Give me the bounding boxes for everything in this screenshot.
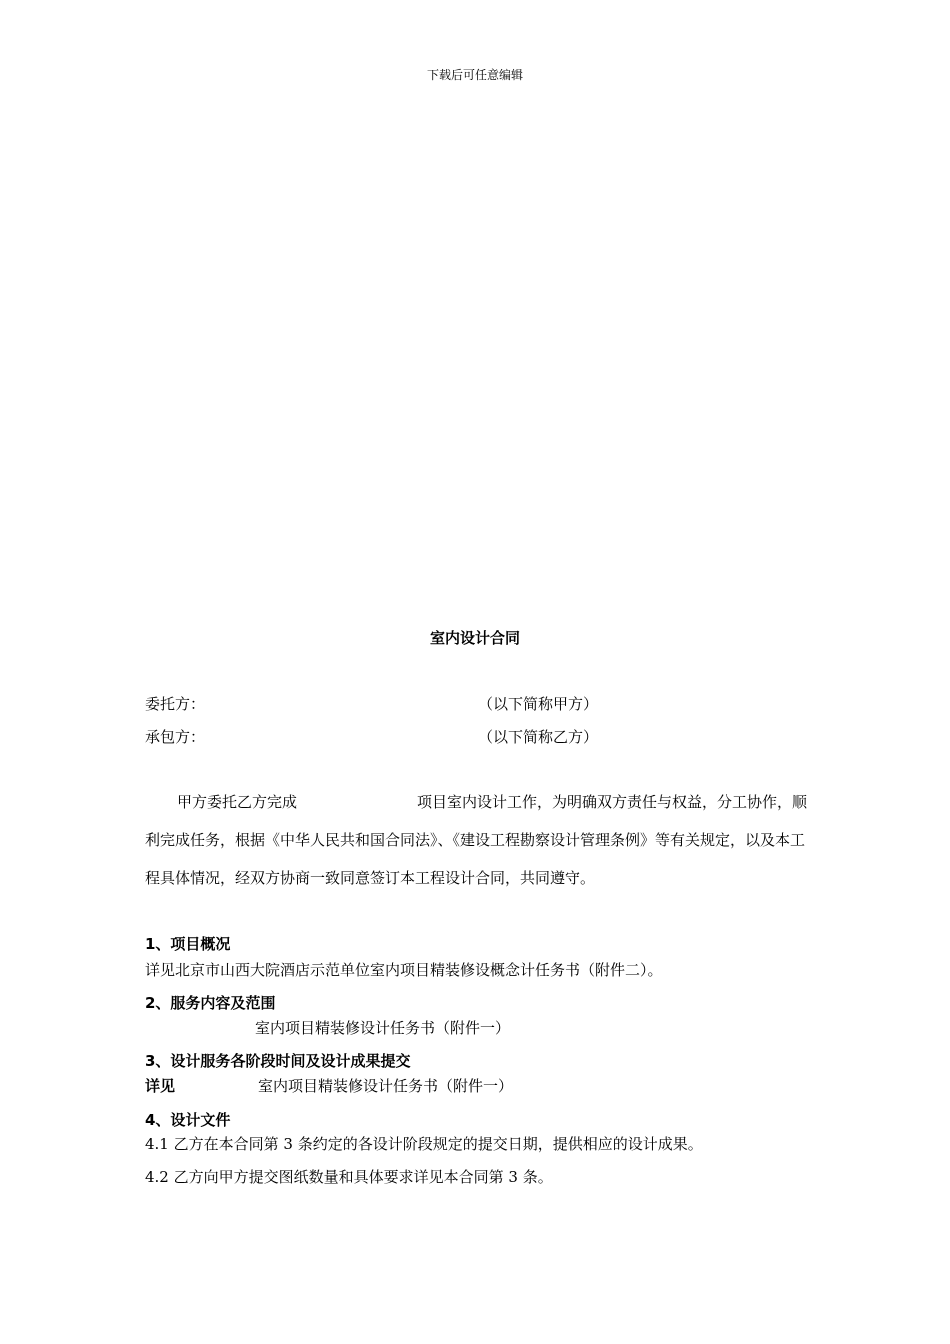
section-1-text: 详见北京市山西大院酒店示范单位室内项目精装修设概念计任务书（附件二）。: [145, 961, 663, 979]
intro-part1: 甲方委托乙方完成: [177, 793, 298, 811]
section-4-heading: 4、设计文件: [145, 1111, 231, 1129]
contractor-note: （以下简称乙方）: [478, 728, 599, 746]
section-1-heading: 1、项目概况: [145, 935, 231, 953]
section-4-2-text: 4.2 乙方向甲方提交图纸数量和具体要求详见本合同第 3 条。: [145, 1168, 553, 1186]
client-note: （以下简称甲方）: [478, 695, 599, 713]
section-3-heading: 3、设计服务各阶段时间及设计成果提交: [145, 1052, 411, 1070]
section-3-label: 详见: [145, 1077, 176, 1095]
contractor-label: 承包方：: [145, 728, 206, 746]
document-title: 室内设计合同: [429, 629, 520, 647]
intro-part2: 项目室内设计工作，为明确双方责任与权益，分工协作，顺利完成任务，根据《中华人民共和国合同法》、《建设工程勘察设计管理条例》等有关规定，以及本工程具体情况，经双方协商一致同意签订本工程设计合同，共同遵守。: [145, 793, 808, 887]
intro-paragraph: [145, 783, 815, 897]
section-2-text: 室内项目精装修设计任务书（附件一）: [255, 1019, 511, 1037]
header-note: 下载后可任意编辑: [426, 68, 523, 82]
client-label: 委托方：: [145, 695, 206, 713]
section-2-heading: 2、服务内容及范围: [145, 994, 276, 1012]
section-4-1-text: 4.1 乙方在本合同第 3 条约定的各设计阶段规定的提交日期，提供相应的设计成果。: [145, 1135, 703, 1153]
section-3-text: 室内项目精装修设计任务书（附件一）: [258, 1077, 514, 1095]
